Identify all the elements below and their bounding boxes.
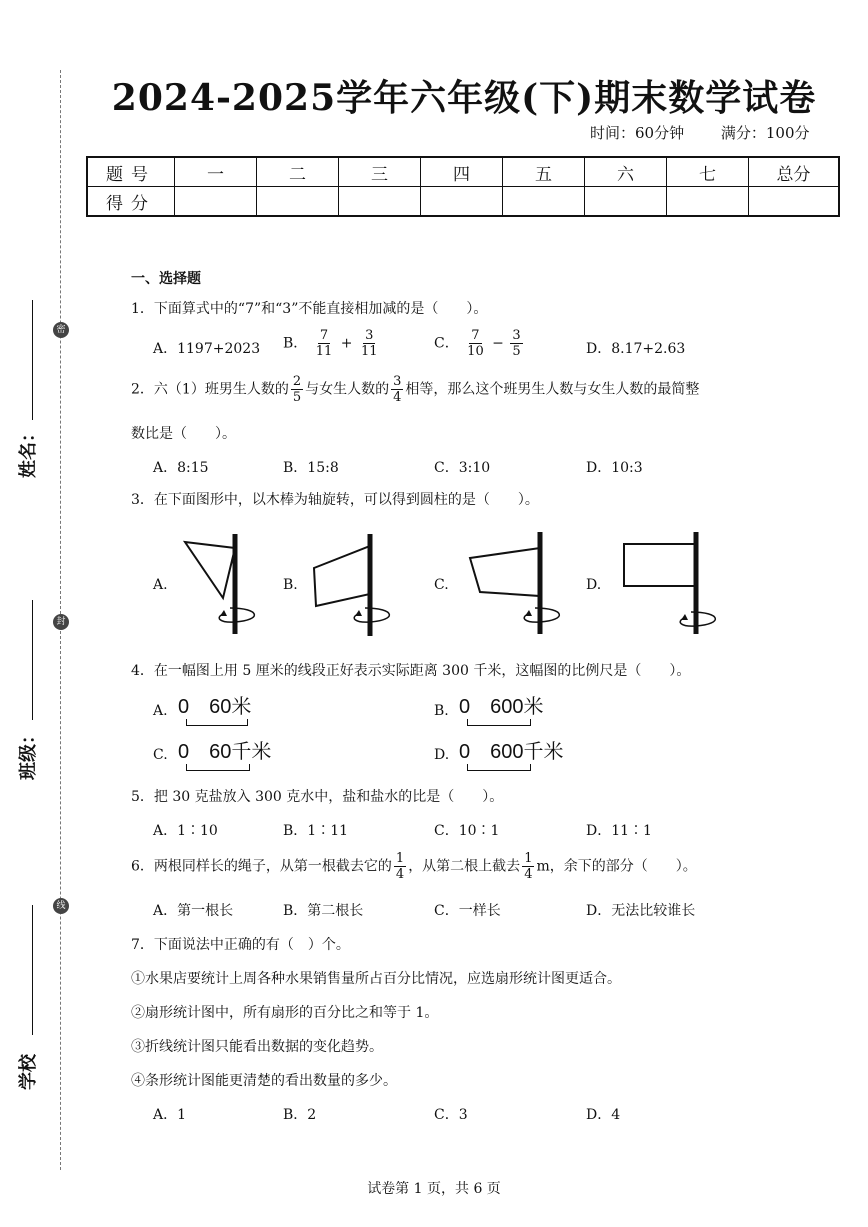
scale-bar (467, 764, 531, 771)
score-header-row (87, 157, 839, 187)
q4-option-c-label: C. (153, 747, 168, 763)
col-5: 五 (503, 157, 585, 187)
q6-option-c: C．一样长 (434, 903, 501, 919)
q4-option-b-scale: 0 600米 (459, 690, 544, 726)
q4-stem: 4．在一幅图上用 5 厘米的线段正好表示实际距离 300 千米，这幅图的比例尺是（ ）。 (131, 663, 691, 679)
q6-option-d: D．无法比较谁长 (586, 903, 696, 919)
q7-option-c: C．3 (434, 1107, 468, 1123)
q7-statement-4: ④条形统计图能更清楚的看出数量的多少。 (131, 1073, 397, 1089)
q4-option-c-scale: 0 60千米 (178, 735, 271, 771)
col-2: 二 (257, 157, 339, 187)
school-label: 学校 (18, 1054, 39, 1090)
q3-figure-c (462, 528, 572, 640)
name-label: 姓名： (18, 424, 39, 478)
score-table (86, 156, 840, 217)
scale-bar (186, 764, 250, 771)
q5-stem: 5．把 30 克盐放入 300 克水中，盐和盐水的比是（ ）。 (131, 789, 504, 805)
fraction: $\frac{7}{11}$ (315, 328, 333, 359)
q7-option-a: A．1 (153, 1107, 187, 1123)
q1-option-b: B． $\frac{7}{11}$ + $\frac{3}{11}$ (283, 328, 378, 359)
q5-option-b: B．1∶11 (283, 823, 349, 839)
q3-figure-a (175, 528, 275, 640)
exam-meta (590, 122, 810, 143)
page-footer: 试卷第 1 页，共 6 页 (367, 1181, 501, 1197)
q3-figure-b (308, 528, 408, 640)
scale-bar (467, 719, 531, 726)
q7-statement-1: ①水果店要统计上周各种水果销售量所占百分比情况，应选扇形统计图更适合。 (131, 971, 621, 987)
q6-stem: 6．两根同样长的绳子，从第一根截去它的 $\frac{1}{4}$ ，从第二根上截去 $\frac{1}{4}$ m，余下的部分（ ）。 (131, 851, 697, 882)
q4-option-a-scale: 0 60米 (178, 690, 251, 726)
seal-mark-mi: 密 (53, 322, 69, 338)
q3-option-d: D. (586, 577, 602, 593)
score-cell[interactable] (503, 187, 585, 217)
fraction: $\frac{7}{10}$ (467, 328, 484, 359)
fraction: $\frac{2}{5}$ (292, 374, 302, 405)
col-1: 一 (175, 157, 257, 187)
q1-option-c: C． $\frac{7}{10}$ − $\frac{3}{5}$ (434, 328, 521, 359)
q2-stem: 2．六（1）班男生人数的 $\frac{2}{5}$ 与女生人数的 $\frac{3}{4}$ 相等，那么这个班男生人数与女生人数的最简整 (131, 374, 700, 405)
q3-option-b: B. (283, 577, 298, 593)
fraction: $\frac{3}{5}$ (512, 328, 521, 359)
q5-option-c: C．10∶1 (434, 823, 500, 839)
seal-mark-feng: 封 (53, 614, 69, 630)
score-cell[interactable] (257, 187, 339, 217)
school-line (32, 905, 33, 1035)
q4-option-d-scale: 0 600千米 (459, 735, 564, 771)
exam-full-score: 满分：100分 (720, 124, 810, 142)
score-cell[interactable] (749, 187, 840, 217)
q3-option-c: C. (434, 577, 449, 593)
score-cell[interactable] (175, 187, 257, 217)
score-cell[interactable] (585, 187, 667, 217)
col-6: 六 (585, 157, 667, 187)
score-label: 得分 (87, 187, 175, 217)
q1-stem: 1．下面算式中的“7”和“3”不能直接相加减的是（ ）。 (131, 301, 488, 317)
q4-option-d-label: D. (434, 747, 450, 763)
score-cell[interactable] (421, 187, 503, 217)
q6-option-b: B．第二根长 (283, 903, 364, 919)
q2-option-c: C．3:10 (434, 460, 491, 476)
q5-option-a: A．1∶10 (153, 823, 218, 839)
q6-option-a: A．第一根长 (153, 903, 234, 919)
score-cell[interactable] (667, 187, 749, 217)
seal-mark-xian: 线 (53, 898, 69, 914)
fraction: $\frac{1}{4}$ (395, 851, 405, 882)
col-7: 七 (667, 157, 749, 187)
scale-bar (186, 719, 248, 726)
q2-option-d: D．10:3 (586, 460, 643, 476)
q3-option-a: A. (153, 577, 168, 593)
col-3: 三 (339, 157, 421, 187)
q1-option-a: A．1197+2023 (153, 341, 261, 357)
fraction: $\frac{3}{4}$ (393, 374, 402, 405)
col-total: 总分 (749, 157, 840, 187)
section-title: 一、选择题 (131, 271, 201, 287)
class-line (32, 600, 33, 720)
q7-option-d: D．4 (586, 1107, 621, 1123)
score-cell[interactable] (339, 187, 421, 217)
q3-stem: 3．在下面图形中，以木棒为轴旋转，可以得到圆柱的是（ ）。 (131, 492, 539, 508)
q5-option-d: D．11∶1 (586, 823, 652, 839)
fraction: $\frac{1}{4}$ (524, 851, 533, 882)
q4-option-a-label: A. (153, 703, 168, 719)
q2-option-b: B．15:8 (283, 460, 339, 476)
exam-time: 时间：60分钟 (590, 124, 685, 142)
q4-option-b-label: B. (434, 703, 449, 719)
fraction: $\frac{3}{11}$ (360, 328, 378, 359)
name-line (32, 300, 33, 420)
q7-option-b: B．2 (283, 1107, 317, 1123)
q7-statement-2: ②扇形统计图中，所有扇形的百分比之和等于 1。 (131, 1005, 439, 1021)
class-label: 班级： (18, 726, 39, 780)
question-number-label: 题号 (87, 157, 175, 187)
q3-figure-d (614, 528, 734, 640)
q7-statement-3: ③折线统计图只能看出数据的变化趋势。 (131, 1039, 383, 1055)
q2-option-a: A．8:15 (153, 460, 209, 476)
q2-stem-cont: 数比是（ ）。 (131, 426, 236, 442)
exam-title: 2024-2025学年六年级(下)期末数学试卷 (111, 77, 817, 119)
q7-stem: 7．下面说法中正确的有（ ）个。 (131, 937, 350, 953)
score-value-row (87, 187, 839, 217)
q1-option-d: D．8.17+2.63 (586, 341, 686, 357)
col-4: 四 (421, 157, 503, 187)
